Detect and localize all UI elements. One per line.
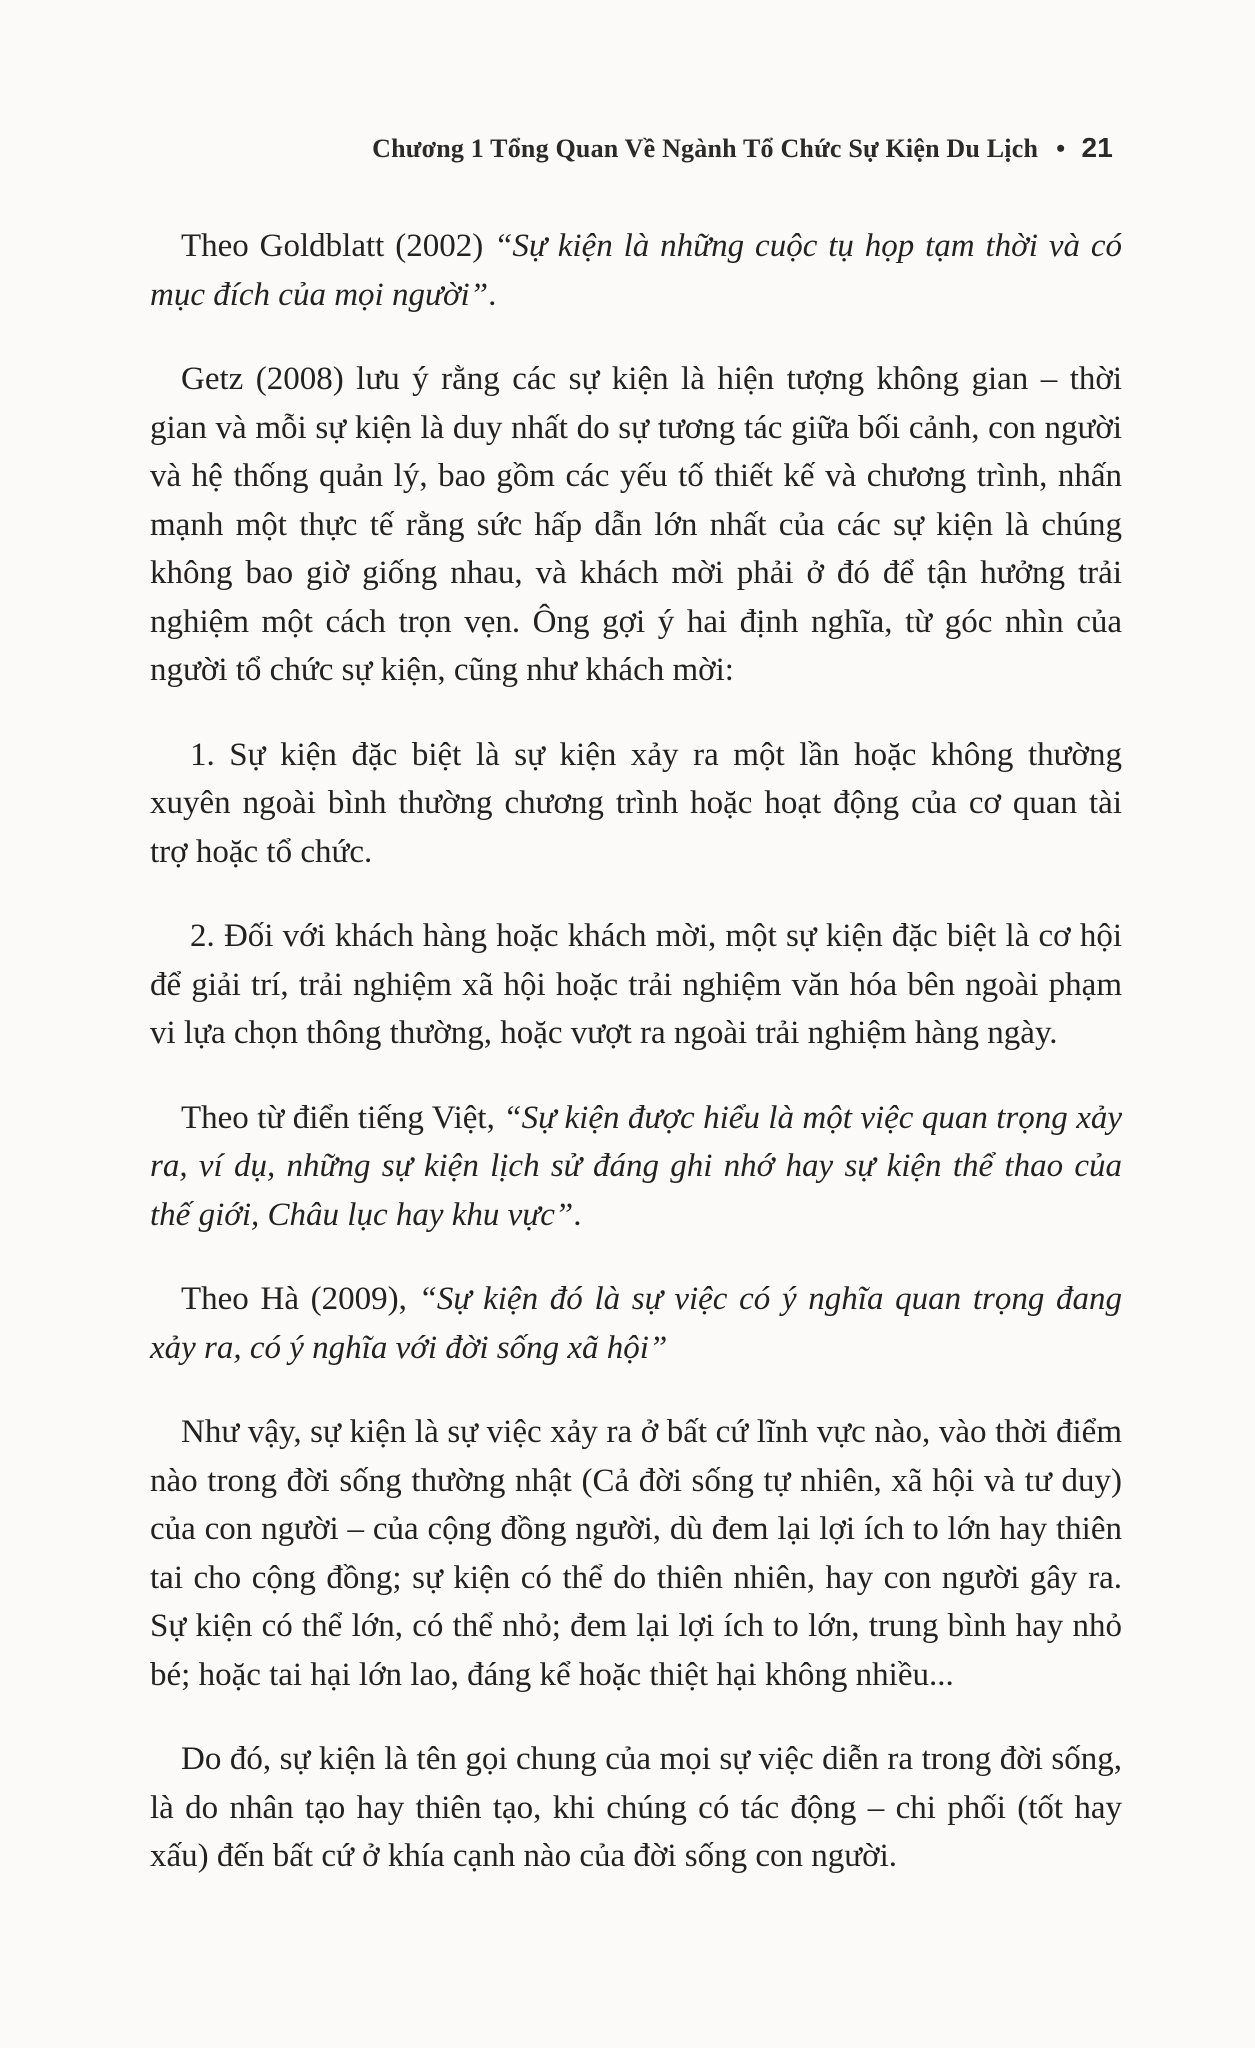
paragraph-tail: . — [488, 276, 497, 313]
chapter-title: Chương 1 Tổng Quan Về Ngành Tổ Chức Sự Kiện Du Lịch — [372, 134, 1039, 163]
list-item-definition-2: 2. Đối với khách hàng hoặc khách mời, một sự kiện đặc biệt là cơ hội để giải trí, trải nghiệm xã hội hoặc trải nghiệm văn hóa bên ngoài phạm vi lựa chọn thông thường, hoặc vượt ra ngoài trải nghiệm hàng ngày. — [150, 918, 1122, 1051]
header-separator: • — [1056, 134, 1066, 163]
paragraph-lead: Theo Goldblatt (2002) — [181, 228, 495, 264]
paragraph-lead: Theo Hà (2009), — [181, 1281, 419, 1317]
paragraph-dictionary-definition — [150, 1094, 1122, 1240]
paragraph-ha-definition — [150, 1275, 1122, 1372]
paragraph-tail: . — [573, 1196, 582, 1233]
paragraph-summary: Như vậy, sự kiện là sự việc xảy ra ở bất cứ lĩnh vực nào, vào thời điểm nào trong đời sống thường nhật (Cả đời sống tự nhiên, xã hội và tư duy) của con người – của cộng đồng người, dù đem lại lợi ích to lớn hay thiên tai cho cộng đồng; sự kiện có thể do thiên nhiên, hay con người gây ra. Sự kiện có thể lớn, có thể nhỏ; đem lại lợi ích to lớn, trung bình hay nhỏ bé; hoặc tai hại lớn lao, đáng kể hoặc thiệt hại không nhiều... — [150, 1414, 1122, 1693]
body-text — [150, 222, 1122, 1917]
paragraph-lead: Theo từ điển tiếng Việt, — [181, 1099, 504, 1136]
paragraph-conclusion: Do đó, sự kiện là tên gọi chung của mọi sự việc diễn ra trong đời sống, là do nhân tạo hay thiên tạo, khi chúng có tác động – chi phối (tốt hay xấu) đến bất cứ ở khía cạnh nào của đời sống con người. — [150, 1741, 1122, 1874]
paragraph-getz: Getz (2008) lưu ý rằng các sự kiện là hiện tượng không gian – thời gian và mỗi sự kiện là duy nhất do sự tương tác giữa bối cảnh, con người và hệ thống quản lý, bao gồm các yếu tố thiết kế và chương trình, nhấn mạnh một thực tế rằng sức hấp dẫn lớn nhất của các sự kiện là chúng không bao giờ giống nhau, và khách mời phải ở đó để tận hưởng trải nghiệm một cách trọn vẹn. Ông gợi ý hai định nghĩa, từ góc nhìn của người tổ chức sự kiện, cũng như khách mời: — [150, 361, 1122, 688]
running-header — [372, 132, 1113, 164]
italic-quote: “Sự kiện đó là sự việc có ý nghĩa quan trọng đang xảy ra, có ý nghĩa với đời sống xã hội” — [150, 1281, 1123, 1366]
list-item-definition-1: 1. Sự kiện đặc biệt là sự kiện xảy ra một lần hoặc không thường xuyên ngoài bình thường chương trình hoặc hoạt động của cơ quan tài trợ hoặc tổ chức. — [150, 736, 1122, 870]
page-number: 21 — [1081, 132, 1113, 163]
italic-quote: “Sự kiện là những cuộc tụ họp tạm thời và có mục đích của mọi người” — [150, 228, 1122, 313]
italic-quote: “Sự kiện được hiểu là một việc quan trọng xảy ra, ví dụ, những sự kiện lịch sử đáng ghi nhớ hay sự kiện thể thao của thế giới, Châu lục hay khu vực” — [150, 1099, 1122, 1233]
paragraph-goldblatt-definition — [150, 222, 1122, 319]
